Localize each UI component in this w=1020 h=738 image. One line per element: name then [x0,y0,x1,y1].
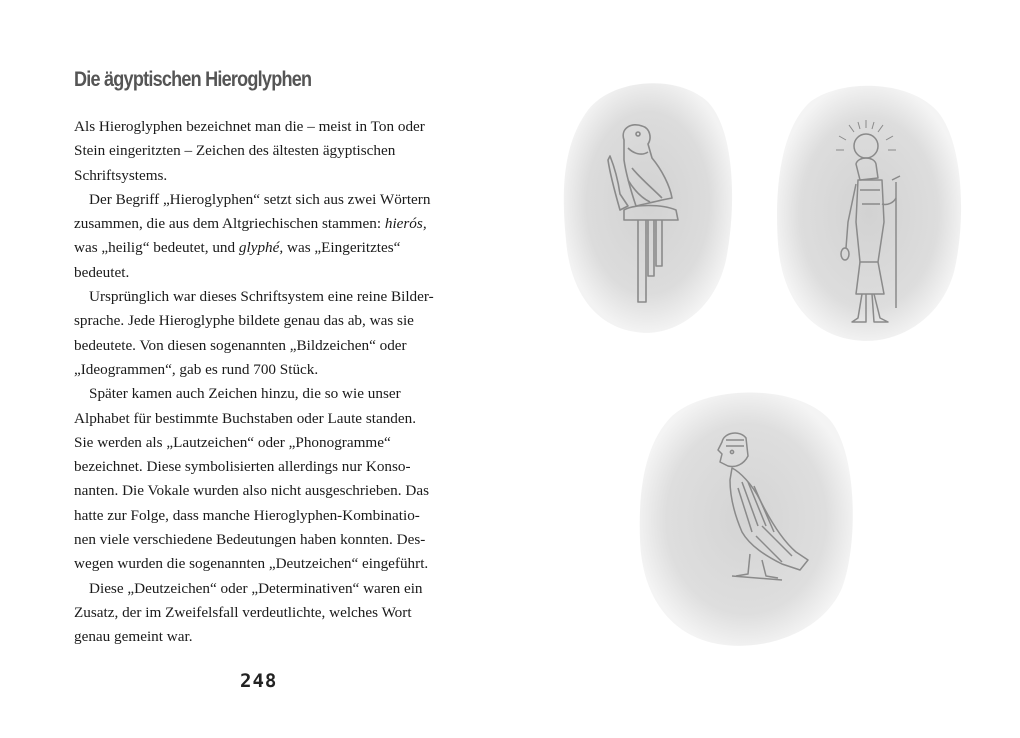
paragraph [74,382,444,576]
text-line: Stein eingeritzten – Zeichen des ältesten ägyptischen [74,142,396,160]
paragraph [74,188,444,285]
falcon-on-standard-hieroglyph-icon [558,70,738,342]
page-number: 248 [240,670,278,692]
text-line: bedeutete. Von diesen sogenannten „Bildzeichen“ oder [74,336,407,354]
page-title: Die ägyptischen Hieroglyphen [74,68,312,91]
text-line: wegen wurden die sogenannten „Deutzeichen“ eingeführt. [74,555,429,573]
text-line: „Ideogrammen“, gab es rund 700 Stück. [74,360,319,378]
text-segment: was „heilig“ bedeutet, und [74,239,239,257]
text-line: genau gemeint war. [74,628,193,646]
text-segment: zusammen, die aus dem Altgriechischen stammen: [74,215,385,233]
text-line: hatte zur Folge, dass manche Hieroglyphen-Kombinatio- [74,506,420,524]
text-line: Sie werden als „Lautzeichen“ oder „Phonogramme“ [74,433,391,451]
italic-term: glyphé, [238,239,284,257]
ra-sun-god-figure-hieroglyph-icon [770,72,966,348]
text-line: Der Begriff „Hieroglyphen“ setzt sich aus zwei Wörtern [89,190,431,208]
paragraph [74,577,444,650]
text-line [74,212,444,236]
paragraph [74,285,444,382]
text-line: Als Hieroglyphen bezeichnet man die – meist in Ton oder [74,118,425,135]
body-text [74,115,444,650]
text-line [74,236,444,260]
ba-bird-hieroglyph-icon [632,376,862,652]
text-segment: was „Eingeritztes“ [283,239,401,257]
text-line: Diese „Deutzeichen“ oder „Determinativen“ waren ein [89,579,423,597]
text-line: nanten. Die Vokale wurden also nicht ausgeschrieben. Das [74,482,429,500]
text-line: Später kamen auch Zeichen hinzu, die so wie unser [89,385,401,403]
text-line: Alphabet für bestimmte Buchstaben oder Laute standen. [74,409,417,427]
text-line: bezeichnet. Diese symbolisierten allerdings nur Konso- [74,458,411,476]
text-line: Ursprünglich war dieses Schriftsystem eine reine Bilder- [89,288,434,306]
text-line: Schriftsystems. [74,166,168,184]
text-line: Zusatz, der im Zweifelsfall verdeutlichte, welches Wort [74,603,412,621]
italic-term: hierós, [384,215,427,233]
text-line: nen viele verschiedene Bedeutungen haben konnten. Des- [74,531,426,549]
text-line: sprache. Jede Hieroglyphe bildete genau das ab, was sie [74,312,414,330]
paragraph [74,115,444,188]
text-line: bedeutet. [74,263,130,281]
